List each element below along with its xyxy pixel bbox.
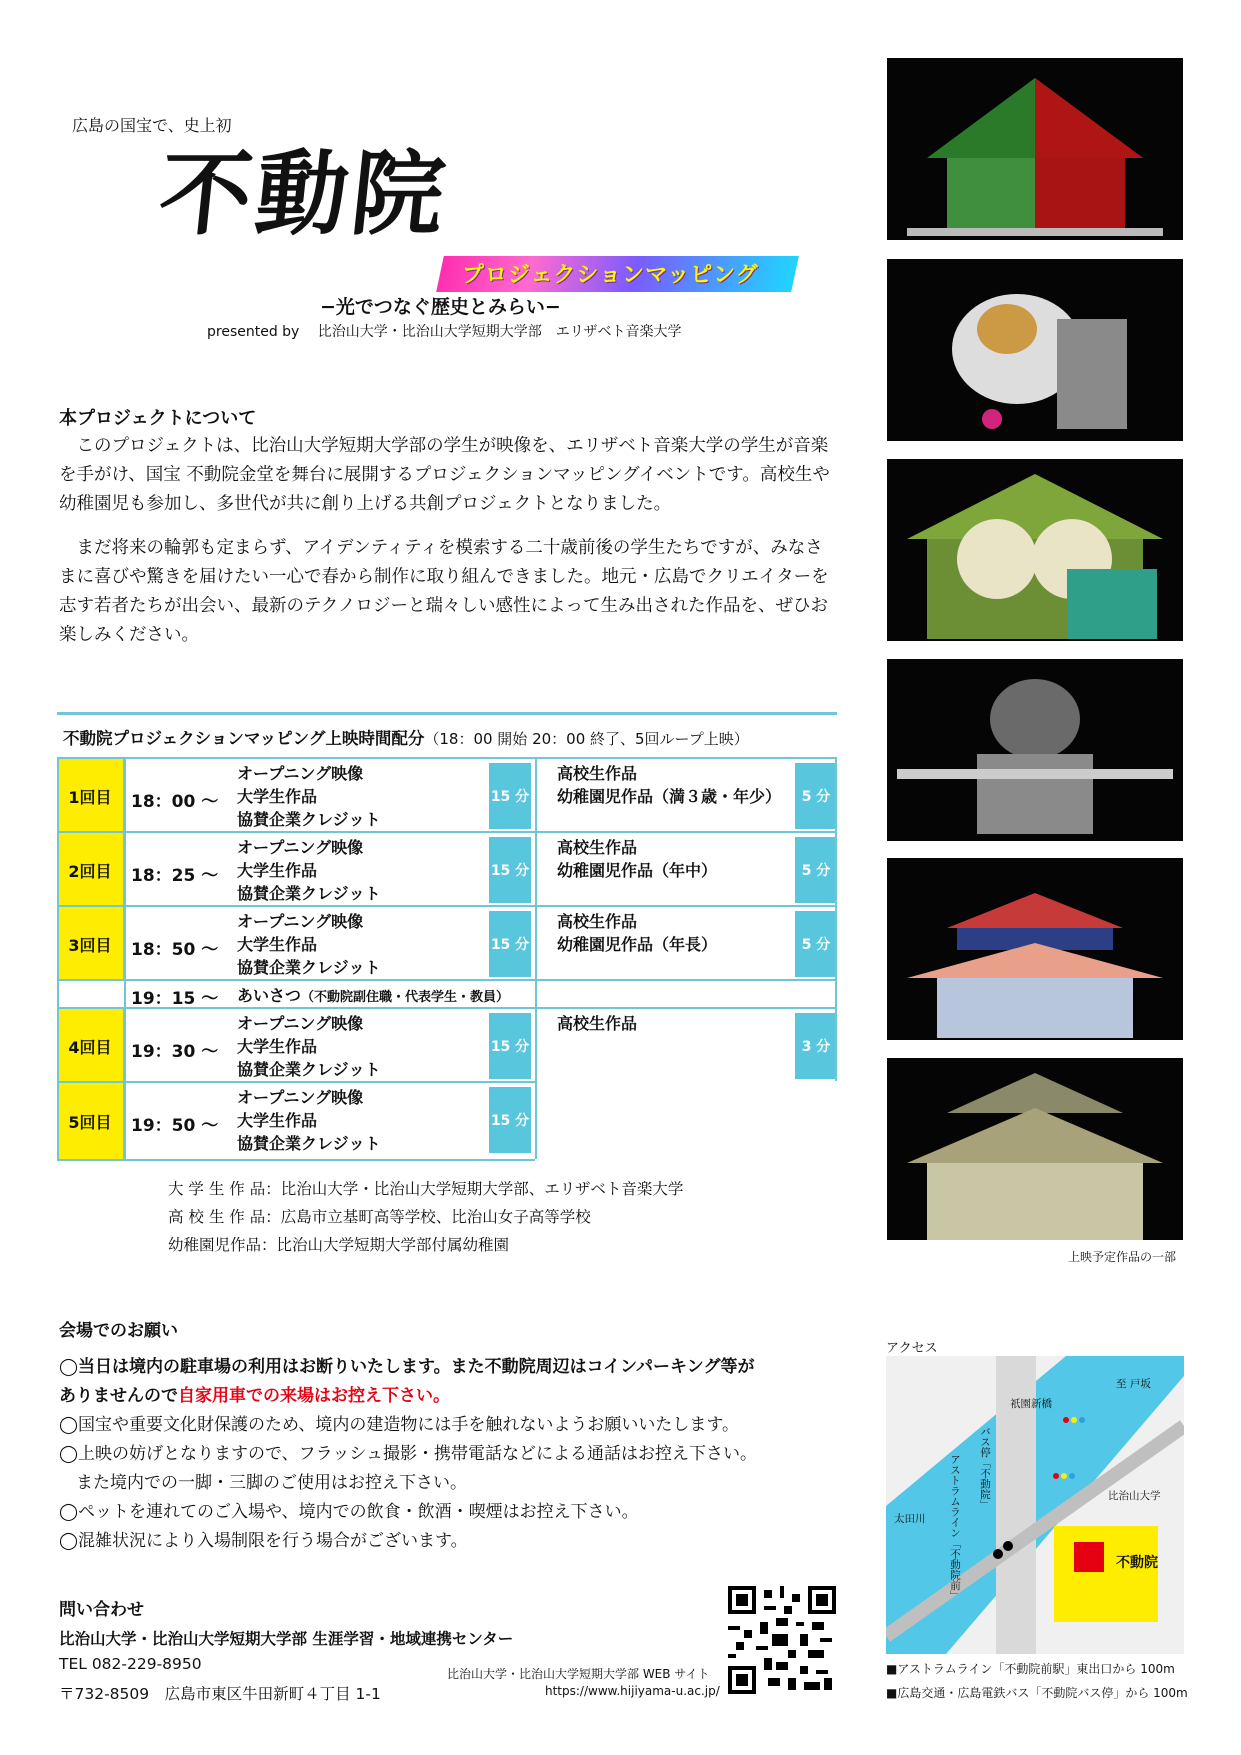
item: 幼稚園児作品（年中） <box>557 861 718 880</box>
item: 大学生作品 <box>237 861 318 880</box>
item: 高校生作品 <box>557 838 638 857</box>
duration-badge: 5 分 <box>795 763 837 829</box>
access-line-1: ■アストラムライン「不動院前駅」東出口から 100m <box>886 1662 1175 1676</box>
about-heading: 本プロジェクトについて <box>59 408 257 429</box>
item: 高校生作品 <box>557 912 638 931</box>
start-time: 18：00 〜 <box>131 792 219 812</box>
item: オープニング映像 <box>237 1088 364 1107</box>
round-label: 2回目 <box>57 833 125 907</box>
river-label: 太田川 <box>894 1513 926 1525</box>
item: 協賛企業クレジット <box>237 1134 381 1153</box>
request-item: ◯ペットを連れてのご入場や、境内での飲食・飲酒・喫煙はお控え下さい。 <box>59 1502 639 1522</box>
event-subtitle: プロジェクションマッピング <box>462 263 759 288</box>
round-label: 1回目 <box>57 759 125 833</box>
credits <box>168 1175 683 1259</box>
grid-line <box>835 757 837 1081</box>
duration-badge: 15 分 <box>489 911 531 977</box>
request-warning: 自家用車での来場はお控え下さい。 <box>178 1386 450 1406</box>
item: 協賛企業クレジット <box>237 1060 381 1079</box>
duration-badge: 15 分 <box>489 1087 531 1153</box>
request-item: ◯国宝や重要文化財保護のため、境内の建造物には手を触れないようお願いいたします。 <box>59 1415 739 1435</box>
schedule-title <box>63 725 749 749</box>
item: 大学生作品 <box>237 1037 318 1056</box>
start-time: 18：50 〜 <box>131 940 219 960</box>
contact-heading: 問い合わせ <box>59 1600 144 1620</box>
start-time: 19：15 〜 <box>131 989 219 1009</box>
photo-2 <box>887 259 1183 441</box>
item: 協賛企業クレジット <box>237 958 381 977</box>
grid-line <box>535 757 537 1159</box>
request-text: ありませんので <box>59 1386 178 1406</box>
request-item: ◯当日は境内の駐車場の利用はお断りいたします。また不動院周辺はコインパーキング等が <box>59 1357 755 1377</box>
item: 協賛企業クレジット <box>237 884 381 903</box>
photo-4 <box>887 659 1183 841</box>
presented-by: presented by 比治山大学・比治山大学短期大学部 エリザベト音楽大学 <box>207 324 682 340</box>
station-label: アストラムライン「不動院前」 <box>949 1454 961 1601</box>
item: 大学生作品 <box>237 787 318 806</box>
schedule-title-note: （18：00 開始 20：00 終了、5回ループ上映） <box>424 730 749 748</box>
credit-line: 大 学 生 作 品：比治山大学・比治山大学短期大学部、エリザベト音楽大学 <box>168 1180 684 1198</box>
access-map <box>886 1356 1184 1654</box>
request-item: ◯混雑状況により入場制限を行う場合がございます。 <box>59 1531 468 1551</box>
credit-line: 高 校 生 作 品：広島市立基町高等学校、比治山女子高等学校 <box>168 1208 591 1226</box>
item: オープニング映像 <box>237 912 364 931</box>
credit-line: 幼稚園児作品：比治山大学短期大学部付属幼稚園 <box>168 1236 510 1254</box>
start-time: 18：25 〜 <box>131 866 219 886</box>
schedule-row <box>57 831 837 907</box>
qr-code-icon[interactable] <box>728 1586 836 1694</box>
item: オープニング映像 <box>237 764 364 783</box>
photo-5 <box>887 858 1183 1040</box>
request-item <box>59 1382 450 1411</box>
about-paragraph-1: このプロジェクトは、比治山大学短期大学部の学生が映像を、エリザベト音楽大学の学生が音楽を手がけ、国宝 不動院金堂を舞台に展開するプロジェクションマッピングイベントです。高校生や幼稚園児も参加し、多世代が共に創り上げる共創プロジェクトとなりました。 <box>59 436 830 514</box>
round-label: 4回目 <box>57 1009 125 1083</box>
start-time: 19：30 〜 <box>131 1042 219 1062</box>
duration-badge: 5 分 <box>795 837 837 903</box>
item: 幼稚園児作品（満３歳・年少） <box>557 787 782 806</box>
access-line-2: ■広島交通・広島電鉄バス「不動院バス停」から 100m <box>886 1686 1188 1700</box>
kicker-text: 広島の国宝で、史上初 <box>72 116 232 135</box>
greeting: あいさつ <box>237 986 302 1005</box>
access-label: アクセス <box>886 1341 938 1356</box>
item: 協賛企業クレジット <box>237 810 381 829</box>
web-label: 比治山大学・比治山大学短期大学部 WEB サイト <box>447 1667 710 1681</box>
schedule-row <box>57 1007 837 1083</box>
site-label: 不動院 <box>1116 1555 1158 1571</box>
grid-line <box>57 757 59 1159</box>
about-paragraph-2: まだ将来の輪郭も定まらず、アイデンティティを模索する二十歳前後の学生たちですが、みなさまに喜びや驚きを届けたい一心で春から制作に取り組んできました。地元・広島でクリエイターを志す若者たちが出会い、最新のテクノロジーと瑞々しい感性によって生み出された作品を、ぜひお楽しみください。 <box>59 538 829 645</box>
photo-6 <box>887 1058 1183 1240</box>
event-title: 不動院 <box>154 140 454 248</box>
photo-caption: 上映予定作品の一部 <box>1068 1250 1177 1264</box>
tagline: −光でつなぐ歴史とみらい− <box>320 296 561 318</box>
bridge-label: 祇園新橋 <box>1010 1398 1052 1410</box>
duration-badge: 5 分 <box>795 911 837 977</box>
item: 大学生作品 <box>237 935 318 954</box>
schedule-row-greeting <box>57 979 837 1009</box>
grid-line <box>124 757 126 1159</box>
item: 高校生作品 <box>557 764 638 783</box>
photo-3 <box>887 459 1183 641</box>
contact-tel: TEL 082-229-8950 <box>59 1655 202 1673</box>
round-label: 3回目 <box>57 907 125 981</box>
item: オープニング映像 <box>237 1014 364 1033</box>
contact-org: 比治山大学・比治山大学短期大学部 生涯学習・地域連携センター <box>59 1630 514 1648</box>
contact-address: 〒732-8509 広島市東区牛田新町４丁目 1-1 <box>59 1685 381 1703</box>
duration-badge: 15 分 <box>489 837 531 903</box>
item: 高校生作品 <box>557 1014 638 1033</box>
duration-badge: 3 分 <box>795 1013 837 1079</box>
request-item: また境内での一脚・三脚のご使用はお控え下さい。 <box>59 1473 467 1493</box>
duration-badge: 15 分 <box>489 763 531 829</box>
item: 幼稚園児作品（年長） <box>557 935 718 954</box>
web-url[interactable]: https://www.hijiyama-u.ac.jp/ <box>545 1684 720 1698</box>
univ-label: 比治山大学 <box>1108 1490 1161 1502</box>
round-label: 5回目 <box>57 1083 125 1159</box>
duration-badge: 15 分 <box>489 1013 531 1079</box>
item: 大学生作品 <box>237 1111 318 1130</box>
requests-heading: 会場でのお願い <box>59 1321 178 1341</box>
schedule-row <box>57 905 837 981</box>
schedule-row <box>57 1081 535 1161</box>
photo-1 <box>887 58 1183 240</box>
schedule-title-main: 不動院プロジェクションマッピング上映時間配分 <box>63 729 425 748</box>
bus-stop-label: バス停「不動院」 <box>979 1426 991 1510</box>
greeting-note: （不動院副住職・代表学生・教員） <box>301 990 510 1005</box>
schedule-row <box>57 757 837 833</box>
request-item: ◯上映の妨げとなりますので、フラッシュ撮影・携帯電話などによる通話はお控え下さい。 <box>59 1444 758 1464</box>
direction-label: 至 戸坂 <box>1116 1378 1151 1390</box>
item: オープニング映像 <box>237 838 364 857</box>
start-time: 19：50 〜 <box>131 1116 219 1136</box>
